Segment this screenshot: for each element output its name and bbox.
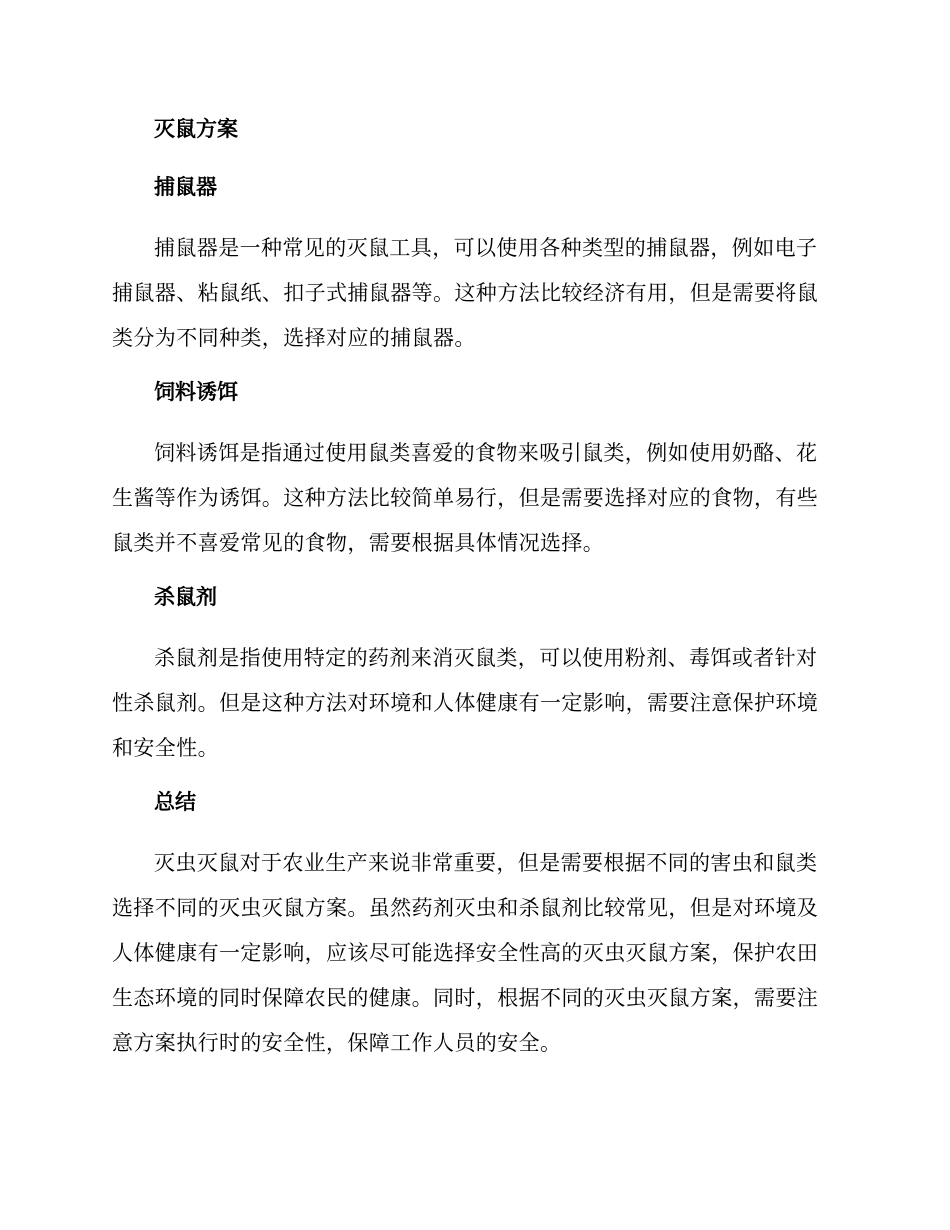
- section-heading-rodenticide: 杀鼠剂: [154, 585, 217, 609]
- section-heading-summary: 总结: [154, 790, 196, 814]
- document-page: [112, 110, 832, 1078]
- section-body-bait: 饲料诱饵是指通过使用鼠类喜爱的食物来吸引鼠类，例如使用奶酪、花生酱等作为诱饵。这种方法比较简单易行，但是需要选择对应的食物，有些鼠类并不喜爱常见的食物，需要根据具体情况选择。: [112, 441, 819, 555]
- section-body-traps: 捕鼠器是一种常见的灭鼠工具，可以使用各种类型的捕鼠器，例如电子捕鼠器、粘鼠纸、扣子式捕鼠器等。这种方法比较经济有用，但是需要将鼠类分为不同种类，选择对应的捕鼠器。: [112, 236, 819, 350]
- section-body-summary: 灭虫灭鼠对于农业生产来说非常重要，但是需要根据不同的害虫和鼠类选择不同的灭虫灭鼠方案。虽然药剂灭虫和杀鼠剂比较常见，但是对环境及人体健康有一定影响，应该尽可能选择安全性高的灭虫灭鼠方案，保护农田生态环境的同时保障农民的健康。同时，根据不同的灭虫灭鼠方案，需要注意方案执行时的安全性，保障工作人员的安全。: [112, 851, 819, 1055]
- section-heading-bait: 饲料诱饵: [154, 380, 238, 404]
- document-title: 灭鼠方案: [154, 117, 238, 141]
- section-body-rodenticide: 杀鼠剂是指使用特定的药剂来消灭鼠类，可以使用粉剂、毒饵或者针对性杀鼠剂。但是这种方法对环境和人体健康有一定影响，需要注意保护环境和安全性。: [112, 646, 819, 760]
- section-heading-traps: 捕鼠器: [154, 175, 217, 199]
